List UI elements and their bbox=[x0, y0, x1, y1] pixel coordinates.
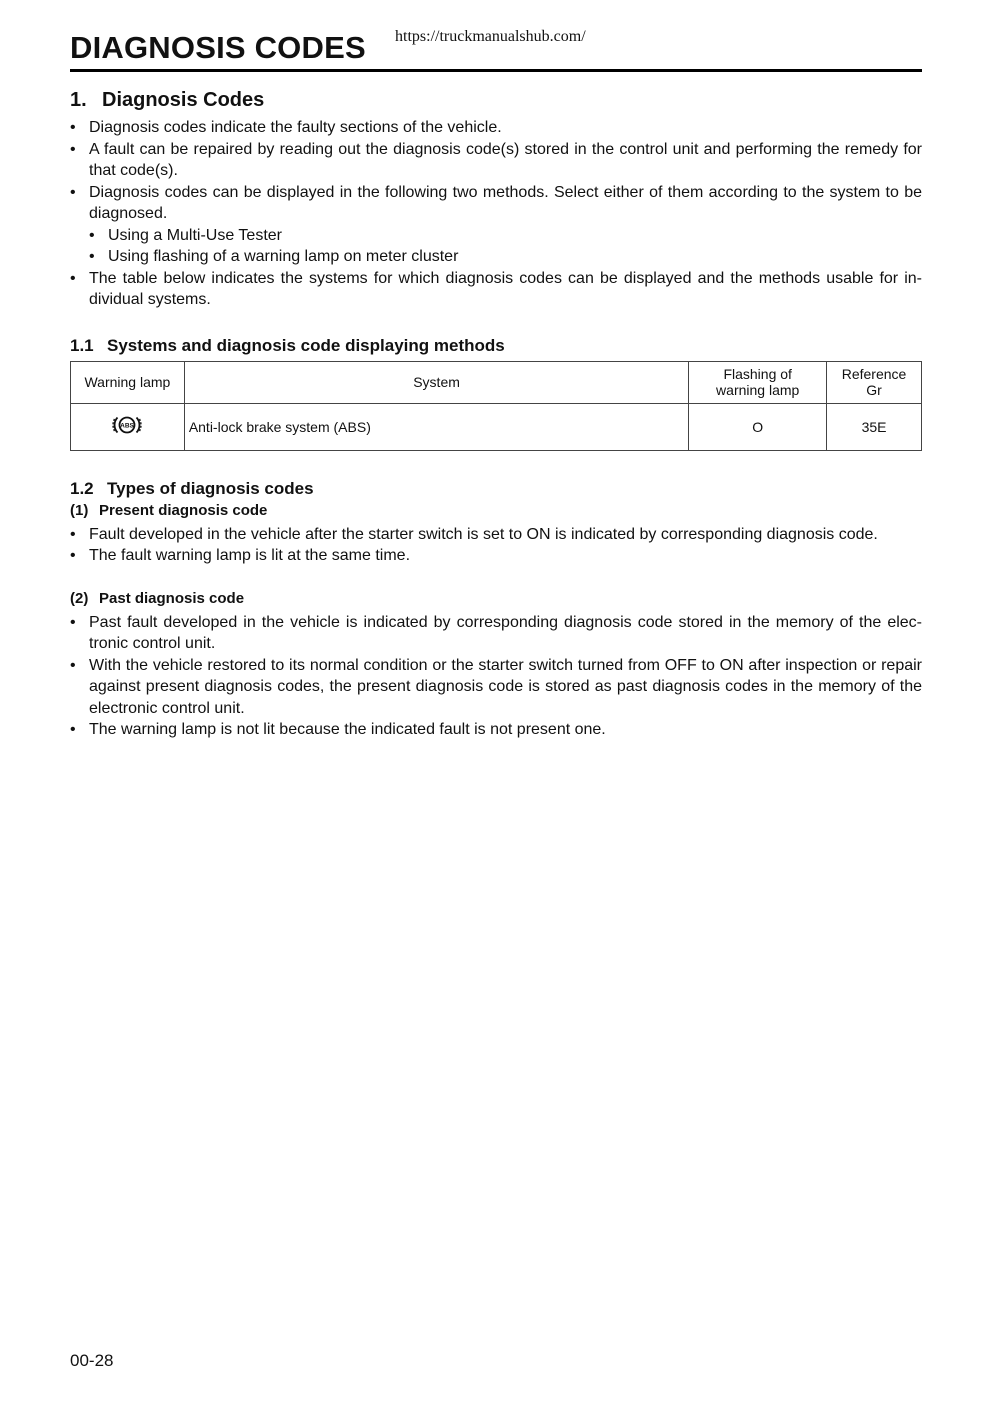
section-number: 1. bbox=[70, 89, 87, 111]
list-item bbox=[70, 182, 922, 268]
header-line: warning lamp bbox=[716, 382, 800, 398]
header-url: https://truckmanualshub.com/ bbox=[395, 28, 586, 45]
list-item: • Past fault developed in the vehicle is indicated by corresponding diagnosis code stored in the memory of the electronic control unit. bbox=[70, 612, 922, 655]
list-item: • With the vehicle restored to its normal condition or the starter switch turned from OFF to ON after inspection or repair against present diagnosis codes, the present diagnosis code is stored as past diagnosis codes in the memory of the electronic control unit. bbox=[70, 655, 922, 720]
page-number: 00-28 bbox=[70, 1351, 114, 1370]
section-title: Systems and diagnosis code displaying methods bbox=[107, 335, 505, 355]
subsection-number: (2) bbox=[70, 589, 89, 607]
present-code-heading bbox=[70, 502, 922, 519]
sub-list-item: • Using flashing of a warning lamp on meter cluster bbox=[89, 246, 922, 268]
list-item-text: Diagnosis codes can be displayed in the following two methods. Select either of them according to the system to be diagnosed. bbox=[89, 183, 922, 222]
method-sub-list bbox=[70, 225, 922, 268]
column-header-reference bbox=[827, 361, 922, 403]
column-header-warning-lamp: Warning lamp bbox=[71, 361, 185, 403]
past-code-bullet-list bbox=[70, 612, 922, 741]
list-item: • The warning lamp is not lit because the indicated fault is not present one. bbox=[70, 719, 922, 741]
section-1-bullet-list bbox=[70, 117, 922, 311]
section-1-heading bbox=[70, 89, 922, 112]
section-title: Types of diagnosis codes bbox=[107, 478, 314, 498]
section-1-2-heading bbox=[70, 479, 922, 499]
header-line: Reference bbox=[841, 366, 907, 382]
warning-lamp-cell bbox=[71, 403, 185, 450]
list-item: • Diagnosis codes indicate the faulty sections of the vehicle. bbox=[70, 117, 922, 139]
table-header-row bbox=[71, 361, 922, 403]
header-divider bbox=[70, 69, 922, 72]
list-item: • The fault warning lamp is lit at the same time. bbox=[70, 545, 922, 567]
subsection-title: Present diagnosis code bbox=[99, 501, 268, 519]
section-number: 1.2 bbox=[70, 478, 94, 498]
section-number: 1.1 bbox=[70, 335, 94, 355]
past-code-heading bbox=[70, 590, 922, 607]
reference-cell: 35E bbox=[827, 403, 922, 450]
table-row bbox=[71, 403, 922, 450]
section-1-1-heading bbox=[70, 336, 922, 356]
sub-list-item: • Using a Multi-Use Tester bbox=[89, 225, 922, 247]
section-title: Diagnosis Codes bbox=[102, 89, 265, 111]
subsection-title: Past diagnosis code bbox=[99, 589, 245, 607]
systems-table bbox=[70, 361, 922, 451]
column-header-system: System bbox=[184, 361, 689, 403]
list-item: • A fault can be repaired by reading out the diagnosis code(s) stored in the control unit and performing the remedy for that code(s). bbox=[70, 139, 922, 182]
list-item: • The table below indicates the systems for which diagnosis codes can be displayed and the methods usable for individual systems. bbox=[70, 268, 922, 311]
column-header-flashing bbox=[689, 361, 827, 403]
header-line: Gr bbox=[866, 382, 882, 398]
header-line: Flashing of bbox=[723, 366, 792, 382]
page-header-title: DIAGNOSIS CODES bbox=[70, 30, 366, 65]
abs-warning-lamp-icon bbox=[112, 413, 142, 437]
present-code-bullet-list bbox=[70, 524, 922, 567]
system-cell: Anti-lock brake system (ABS) bbox=[184, 403, 689, 450]
list-item: • Fault developed in the vehicle after the starter switch is set to ON is indicated by corresponding diagnosis code. bbox=[70, 524, 922, 546]
flashing-cell: O bbox=[689, 403, 827, 450]
abs-icon-text: ABS bbox=[120, 422, 135, 430]
main-content bbox=[70, 89, 922, 741]
subsection-number: (1) bbox=[70, 501, 89, 519]
